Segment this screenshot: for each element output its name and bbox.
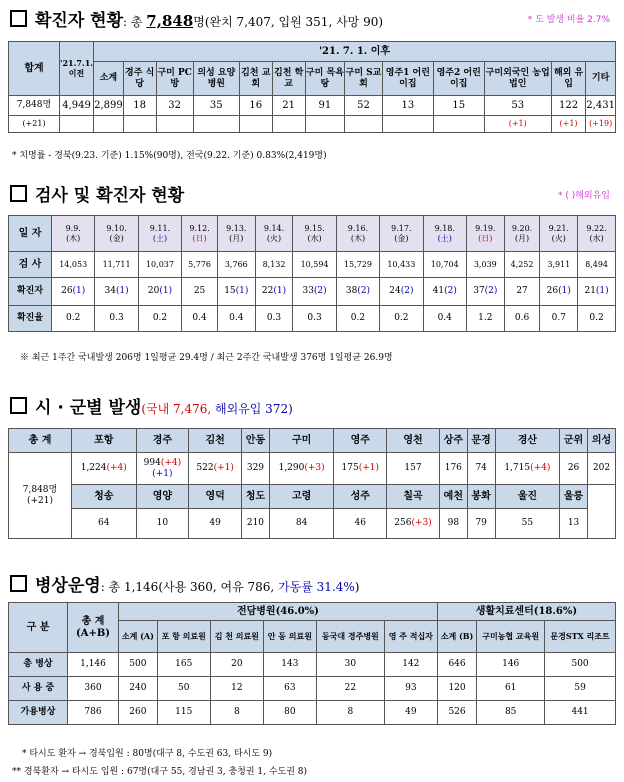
bed-value: 786 — [68, 701, 119, 725]
delta-cell — [239, 116, 272, 133]
section3-title: 시 · 군별 발생 (국내 7,476, 해외유입 372) — [10, 393, 293, 418]
region-name: 군위 — [560, 429, 588, 453]
bed-value: 49 — [384, 701, 437, 725]
test-count: 8,494 — [578, 252, 616, 278]
confirmed-count: 26 — [61, 286, 73, 297]
rate-header: 확진율 — [9, 306, 52, 332]
total-cell: 15 — [433, 96, 484, 116]
bed-value: 240 — [119, 677, 158, 701]
region-count: 1,224 — [80, 463, 107, 474]
date-cell — [380, 216, 423, 252]
region-count: 175 — [341, 463, 359, 474]
column-header: 기타 — [586, 62, 616, 96]
overseas-count: (1) — [273, 286, 287, 297]
rate-cell: 0.2 — [380, 306, 423, 332]
date-cell — [182, 216, 218, 252]
confirmed-count: 33 — [302, 286, 314, 297]
region-value — [560, 509, 588, 539]
column-header: 김천 교회 — [239, 62, 272, 96]
overseas-count: (2) — [313, 286, 327, 297]
bed-value: 61 — [477, 677, 545, 701]
rate-cell: 0.2 — [138, 306, 181, 332]
test-count: 3,039 — [466, 252, 504, 278]
total-cell: 53 — [484, 96, 551, 116]
rate-cell: 0.2 — [52, 306, 95, 332]
bed-column-header: 영 주 적십자 — [384, 621, 437, 653]
region-value — [495, 509, 560, 539]
bed-column-header: 안 동 의료원 — [263, 621, 316, 653]
bed-value: 120 — [437, 677, 476, 701]
bed-value: 50 — [157, 677, 210, 701]
region-value — [334, 453, 387, 485]
total-cell: 7,848명 — [9, 96, 60, 116]
total-cell: 21 — [272, 96, 305, 116]
region-value — [72, 453, 137, 485]
region-name: 포항 — [72, 429, 137, 453]
region-value — [439, 453, 467, 485]
bed-value: 165 — [157, 653, 210, 677]
test-count: 5,776 — [182, 252, 218, 278]
region-name: 청도 — [242, 485, 270, 509]
region-name: 성주 — [334, 485, 387, 509]
region-value — [334, 509, 387, 539]
weekday-label: (火) — [266, 233, 282, 243]
date-label: 9.20. — [511, 224, 533, 234]
bed-value: 146 — [477, 653, 545, 677]
ratio-note: * 도 발생 비율 2.7% — [527, 15, 610, 25]
date-cell — [423, 216, 466, 252]
weekly-note: ※ 최근 1주간 국내발생 206명 1일평균 29.4명 / 최근 2주간 국내발생 376명 1일평균 26.9명 — [20, 353, 393, 363]
confirmed-cell — [578, 278, 616, 306]
weekday-label: (土) — [152, 233, 168, 243]
delta-cell — [60, 116, 94, 133]
bed-column-header: 구미농협 교육원 — [477, 621, 545, 653]
weekday-label: (水) — [307, 233, 322, 243]
confirmed-count: 41 — [432, 286, 445, 297]
region-name: 칠곡 — [387, 485, 440, 509]
confirmed-count: 21 — [584, 286, 596, 297]
confirmed-table: 합계 '21.7.1. 이전 '21. 7. 1. 이후 소계 경주 식당 구미 PC방 의성 요양병원 김천 교회 김천 학교 구미 목욕탕 구미 S교회 영주1 어린이집 영주2 어린이집 구미외국인 농업법인 해외 유입 기타 7,848명 4,949 2,899 18 32 35 16 21 91 52 13 15 53 122 2,431 (+21) (+1) (+1) (+19) — [8, 41, 616, 133]
region-name: 문경 — [467, 429, 495, 453]
delta-cell — [272, 116, 305, 133]
outbound-note: ** 경북환자 → 타시도 입원 : 67명(대구 55, 경남권 3, 충청권 1, 수도권 8) — [12, 767, 308, 777]
region-count: 49 — [209, 518, 221, 529]
date-label: 9.14. — [263, 224, 285, 234]
date-cell — [217, 216, 255, 252]
column-header: 김천 학교 — [272, 62, 305, 96]
rate-cell: 0.3 — [293, 306, 336, 332]
rate-cell: 0.4 — [423, 306, 466, 332]
total-cell: 2,431 — [586, 96, 616, 116]
column-header: 의성 요양병원 — [193, 62, 239, 96]
confirmed-cell — [336, 278, 379, 306]
inbound-note: * 타시도 환자 → 경북입원 : 80명(대구 8, 수도권 63, 타시도 9) — [22, 749, 273, 759]
date-label: 9.18. — [434, 224, 455, 234]
date-label: 9.19. — [475, 224, 496, 234]
bed-value: 115 — [157, 701, 210, 725]
fatality-note: * 치명률 - 경북(9.23. 기준) 1.15%(90명), 전국(9.22. 기준) 0.83%(2,419명) — [12, 151, 327, 161]
region-value — [467, 453, 495, 485]
region-count: 74 — [475, 463, 487, 474]
date-label: 9.11. — [149, 224, 171, 234]
weekday-label: (日) — [478, 233, 493, 243]
confirmed-cell — [380, 278, 423, 306]
total-cell: 16 — [239, 96, 272, 116]
weekday-label: (水) — [589, 233, 604, 243]
test-count: 4,252 — [504, 252, 540, 278]
bed-column-header: 김 천 의료원 — [210, 621, 263, 653]
region-overseas: (+1) — [152, 468, 173, 479]
region-count: 210 — [246, 518, 265, 529]
delta-cell — [123, 116, 156, 133]
rate-cell: 0.4 — [217, 306, 255, 332]
region-value — [136, 509, 189, 539]
total-cell: 18 — [123, 96, 156, 116]
date-cell — [504, 216, 540, 252]
confirmed-cell — [255, 278, 293, 306]
region-value — [189, 509, 242, 539]
date-cell — [336, 216, 379, 252]
region-value — [467, 509, 495, 539]
date-cell — [293, 216, 336, 252]
region-total — [9, 453, 72, 539]
test-count: 10,037 — [138, 252, 181, 278]
region-value — [189, 453, 242, 485]
region-count: 994 — [143, 458, 161, 469]
region-name: 봉화 — [467, 485, 495, 509]
confirmed-cell — [182, 278, 218, 306]
column-header: 구미 PC방 — [156, 62, 193, 96]
region-count: 176 — [444, 463, 462, 474]
test-count: 10,433 — [380, 252, 423, 278]
confirmed-count: 25 — [193, 286, 206, 297]
region-total-value: 7,848명 — [22, 485, 58, 496]
confirmed-cell — [217, 278, 255, 306]
total-cell: 91 — [305, 96, 344, 116]
column-header: 영주2 어린이집 — [433, 62, 484, 96]
test-table — [8, 215, 616, 332]
rate-cell: 0.2 — [578, 306, 616, 332]
date-label: 9.22. — [586, 224, 607, 234]
overseas-count: (2) — [484, 286, 498, 297]
date-label: 9.16. — [347, 224, 369, 234]
date-label: 9.17. — [391, 224, 412, 234]
region-value — [495, 453, 560, 485]
rate-cell: 0.4 — [182, 306, 218, 332]
bed-value: 93 — [384, 677, 437, 701]
region-count: 98 — [447, 518, 460, 529]
overseas-count: (1) — [235, 286, 249, 297]
region-value — [560, 453, 588, 485]
column-header: 경주 식당 — [123, 62, 156, 96]
region-delta: (+1) — [358, 463, 379, 474]
region-name: 영양 — [136, 485, 189, 509]
confirmed-cell — [504, 278, 540, 306]
region-count: 1,715 — [504, 463, 531, 474]
confirmed-count: 38 — [345, 286, 358, 297]
region-delta: (+4) — [530, 463, 551, 474]
weekday-label: (木) — [350, 233, 366, 243]
date-label: 9.13. — [226, 224, 247, 234]
region-count: 522 — [196, 463, 214, 474]
checkbox-square-icon — [10, 575, 27, 592]
confirmed-cell — [540, 278, 578, 306]
region-count: 79 — [475, 518, 487, 529]
delta-cell — [94, 116, 124, 133]
overseas-count: (1) — [558, 286, 571, 297]
test-count: 3,766 — [217, 252, 255, 278]
region-value — [242, 453, 270, 485]
region-name: 울릉 — [560, 485, 588, 509]
region-count: 329 — [246, 463, 265, 474]
total-cell: 13 — [382, 96, 433, 116]
total-header: 총 계 — [9, 429, 72, 453]
overseas-note: * ( )해외유입 — [557, 191, 610, 201]
region-count: 157 — [404, 463, 422, 474]
confirmed-count: 37 — [473, 286, 485, 297]
region-name: 예천 — [439, 485, 467, 509]
rate-cell: 1.2 — [466, 306, 504, 332]
date-cell — [52, 216, 95, 252]
delta-cell: (+1) — [551, 116, 585, 133]
weekday-label: (木) — [66, 233, 81, 243]
total-cell: 35 — [193, 96, 239, 116]
region-name: 영덕 — [189, 485, 242, 509]
region-value — [269, 453, 334, 485]
delta-cell: (+1) — [484, 116, 551, 133]
region-name: 영주 — [334, 429, 387, 453]
overseas-count: (1) — [72, 286, 86, 297]
overseas-count: (1) — [159, 286, 173, 297]
region-value — [136, 453, 189, 485]
region-count: 64 — [98, 518, 110, 529]
bed-value: 646 — [437, 653, 476, 677]
confirmed-cell — [466, 278, 504, 306]
confirmed-count: 24 — [389, 286, 401, 297]
delta-cell: (+21) — [9, 116, 60, 133]
region-count: 46 — [354, 518, 366, 529]
bed-value: 1,146 — [68, 653, 119, 677]
bed-value: 260 — [119, 701, 158, 725]
delta-cell — [345, 116, 383, 133]
bed-value: 63 — [263, 677, 316, 701]
region-name: 의성 — [587, 429, 615, 453]
region-name: 김천 — [189, 429, 242, 453]
bed-value: 59 — [545, 677, 616, 701]
checkbox-square-icon — [10, 397, 27, 414]
bed-value: 80 — [263, 701, 316, 725]
total-cell: 32 — [156, 96, 193, 116]
region-name: 청송 — [72, 485, 137, 509]
date-cell — [466, 216, 504, 252]
date-label: 9.9. — [65, 224, 81, 234]
weekday-label: (土) — [437, 233, 452, 243]
region-name: 경주 — [136, 429, 189, 453]
rate-cell: 0.7 — [540, 306, 578, 332]
bed-column-header: 소계 (B) — [437, 621, 476, 653]
column-header: 구미 목욕탕 — [305, 62, 344, 96]
delta-cell — [156, 116, 193, 133]
bed-value: 142 — [384, 653, 437, 677]
date-cell — [255, 216, 293, 252]
bed-value: 22 — [316, 677, 384, 701]
delta-cell — [193, 116, 239, 133]
weekday-label: (火) — [551, 233, 566, 243]
delta-cell — [305, 116, 344, 133]
rate-cell: 0.3 — [255, 306, 293, 332]
test-count: 15,729 — [336, 252, 379, 278]
test-count: 3,911 — [540, 252, 578, 278]
date-label: 9.21. — [548, 224, 569, 234]
region-delta: (+4) — [106, 463, 127, 474]
region-name: 구미 — [269, 429, 334, 453]
bed-row-label: 가용병상 — [9, 701, 68, 725]
region-value — [72, 509, 137, 539]
region-table — [8, 428, 616, 539]
date-cell — [138, 216, 181, 252]
weekday-label: (金) — [109, 233, 124, 243]
total-cell: 4,949 — [60, 96, 94, 116]
region-count: 55 — [521, 518, 534, 529]
checkbox-square-icon — [10, 185, 27, 202]
region-count: 202 — [592, 463, 611, 474]
test-count: 11,711 — [95, 252, 138, 278]
overseas-count: (1) — [115, 286, 129, 297]
bed-value: 441 — [545, 701, 616, 725]
column-header: 소계 — [94, 62, 124, 96]
region-name: 경산 — [495, 429, 560, 453]
date-header: 일 자 — [9, 216, 52, 252]
region-name: 고령 — [269, 485, 334, 509]
section1-title: 확진자 현황 : 총 7,848명(완치 7,407, 입원 351, 사망 90) — [10, 6, 383, 31]
confirmed-count: 20 — [147, 286, 160, 297]
bed-value: 360 — [68, 677, 119, 701]
region-value — [439, 509, 467, 539]
column-header: 구미외국인 농업법인 — [484, 62, 551, 96]
bed-value: 143 — [263, 653, 316, 677]
overseas-count: (1) — [595, 286, 609, 297]
region-value — [242, 509, 270, 539]
empty-cell — [587, 485, 615, 539]
confirmed-cell — [138, 278, 181, 306]
region-delta: (+3) — [411, 518, 432, 529]
total-cell: 122 — [551, 96, 585, 116]
confirmed-cell — [52, 278, 95, 306]
date-cell — [578, 216, 616, 252]
total-cell: 52 — [345, 96, 383, 116]
bed-column-header: 포 항 의료원 — [157, 621, 210, 653]
rate-cell: 0.3 — [95, 306, 138, 332]
bed-value: 8 — [210, 701, 263, 725]
bed-column-header: 소계 (A) — [119, 621, 158, 653]
confirmed-count: 26 — [546, 286, 559, 297]
delta-cell: (+19) — [586, 116, 616, 133]
overseas-count: (2) — [357, 286, 371, 297]
region-name: 영천 — [387, 429, 440, 453]
test-count: 10,704 — [423, 252, 466, 278]
bed-row-label: 사 용 중 — [9, 677, 68, 701]
region-value — [269, 509, 334, 539]
section4-title: 병상운영 : 총 1,146(사용 360, 여유 786, 가동률 31.4%) — [10, 571, 359, 596]
confirmed-header: 확진자 — [9, 278, 52, 306]
weekday-label: (金) — [394, 233, 409, 243]
region-delta: (+1) — [213, 463, 234, 474]
confirmed-cell — [423, 278, 466, 306]
date-label: 9.12. — [189, 224, 210, 234]
confirmed-cell — [293, 278, 336, 306]
bed-value: 500 — [119, 653, 158, 677]
region-count: 256 — [394, 518, 412, 529]
bed-value: 526 — [437, 701, 476, 725]
region-name: 상주 — [439, 429, 467, 453]
bed-value: 85 — [477, 701, 545, 725]
overseas-count: (2) — [444, 286, 457, 297]
bed-column-header: 문경STX 리조트 — [545, 621, 616, 653]
section2-title: 검사 및 확진자 현황 — [10, 181, 184, 206]
test-count: 8,132 — [255, 252, 293, 278]
confirmed-count: 34 — [104, 286, 116, 297]
region-value — [587, 453, 615, 485]
region-count: 10 — [156, 518, 169, 529]
overseas-count: (2) — [400, 286, 414, 297]
region-value — [387, 509, 440, 539]
region-name: 안동 — [242, 429, 270, 453]
region-count: 26 — [567, 463, 580, 474]
date-label: 9.15. — [304, 224, 325, 234]
date-label: 9.10. — [106, 224, 127, 234]
region-value — [387, 453, 440, 485]
delta-cell — [382, 116, 433, 133]
date-cell — [95, 216, 138, 252]
weekday-label: (日) — [192, 233, 207, 243]
column-header: 해외 유입 — [551, 62, 585, 96]
region-delta: (+3) — [304, 463, 325, 474]
bed-column-header: 동국대 경주병원 — [316, 621, 384, 653]
region-name: 울진 — [495, 485, 560, 509]
date-cell — [540, 216, 578, 252]
bed-value: 30 — [316, 653, 384, 677]
confirmed-count: 15 — [224, 286, 236, 297]
bed-value: 8 — [316, 701, 384, 725]
weekday-label: (月) — [229, 233, 244, 243]
region-total-delta: (+21) — [26, 495, 53, 506]
checkbox-square-icon — [10, 10, 27, 27]
test-header: 검 사 — [9, 252, 52, 278]
region-count: 13 — [567, 518, 580, 529]
column-header: 영주1 어린이집 — [382, 62, 433, 96]
confirmed-cell — [95, 278, 138, 306]
total-cell: 2,899 — [94, 96, 124, 116]
confirmed-count: 27 — [516, 286, 528, 297]
region-count: 84 — [295, 518, 308, 529]
delta-cell — [433, 116, 484, 133]
bed-table: 구 분 총 계 (A+B) 전담병원(46.0%) 생활치료센터(18.6%) 소계 (A) 포 항 의료원 김 천 의료원 안 동 의료원 동국대 경주병원 영 주 적십자 소계 (B) 구미농협 교육원 문경STX 리조트 총 병상 1,146 500 165 20 143 30 142 646 146 500 사 용 중 360 240 50 12 63 22 93 120 61 59 가용병상 786 260 115 8 80 8 49 526 85 441 — [8, 602, 616, 725]
region-delta: (+4) — [160, 458, 182, 469]
region-count: 1,290 — [278, 463, 305, 474]
confirmed-count: 22 — [261, 286, 274, 297]
bed-value: 20 — [210, 653, 263, 677]
weekday-label: (月) — [514, 233, 530, 243]
rate-cell: 0.2 — [336, 306, 379, 332]
bed-row-label: 총 병상 — [9, 653, 68, 677]
bed-value: 500 — [545, 653, 616, 677]
column-header: 구미 S교회 — [345, 62, 383, 96]
test-count: 10,594 — [293, 252, 336, 278]
test-count: 14,053 — [52, 252, 95, 278]
rate-cell: 0.6 — [504, 306, 540, 332]
bed-value: 12 — [210, 677, 263, 701]
